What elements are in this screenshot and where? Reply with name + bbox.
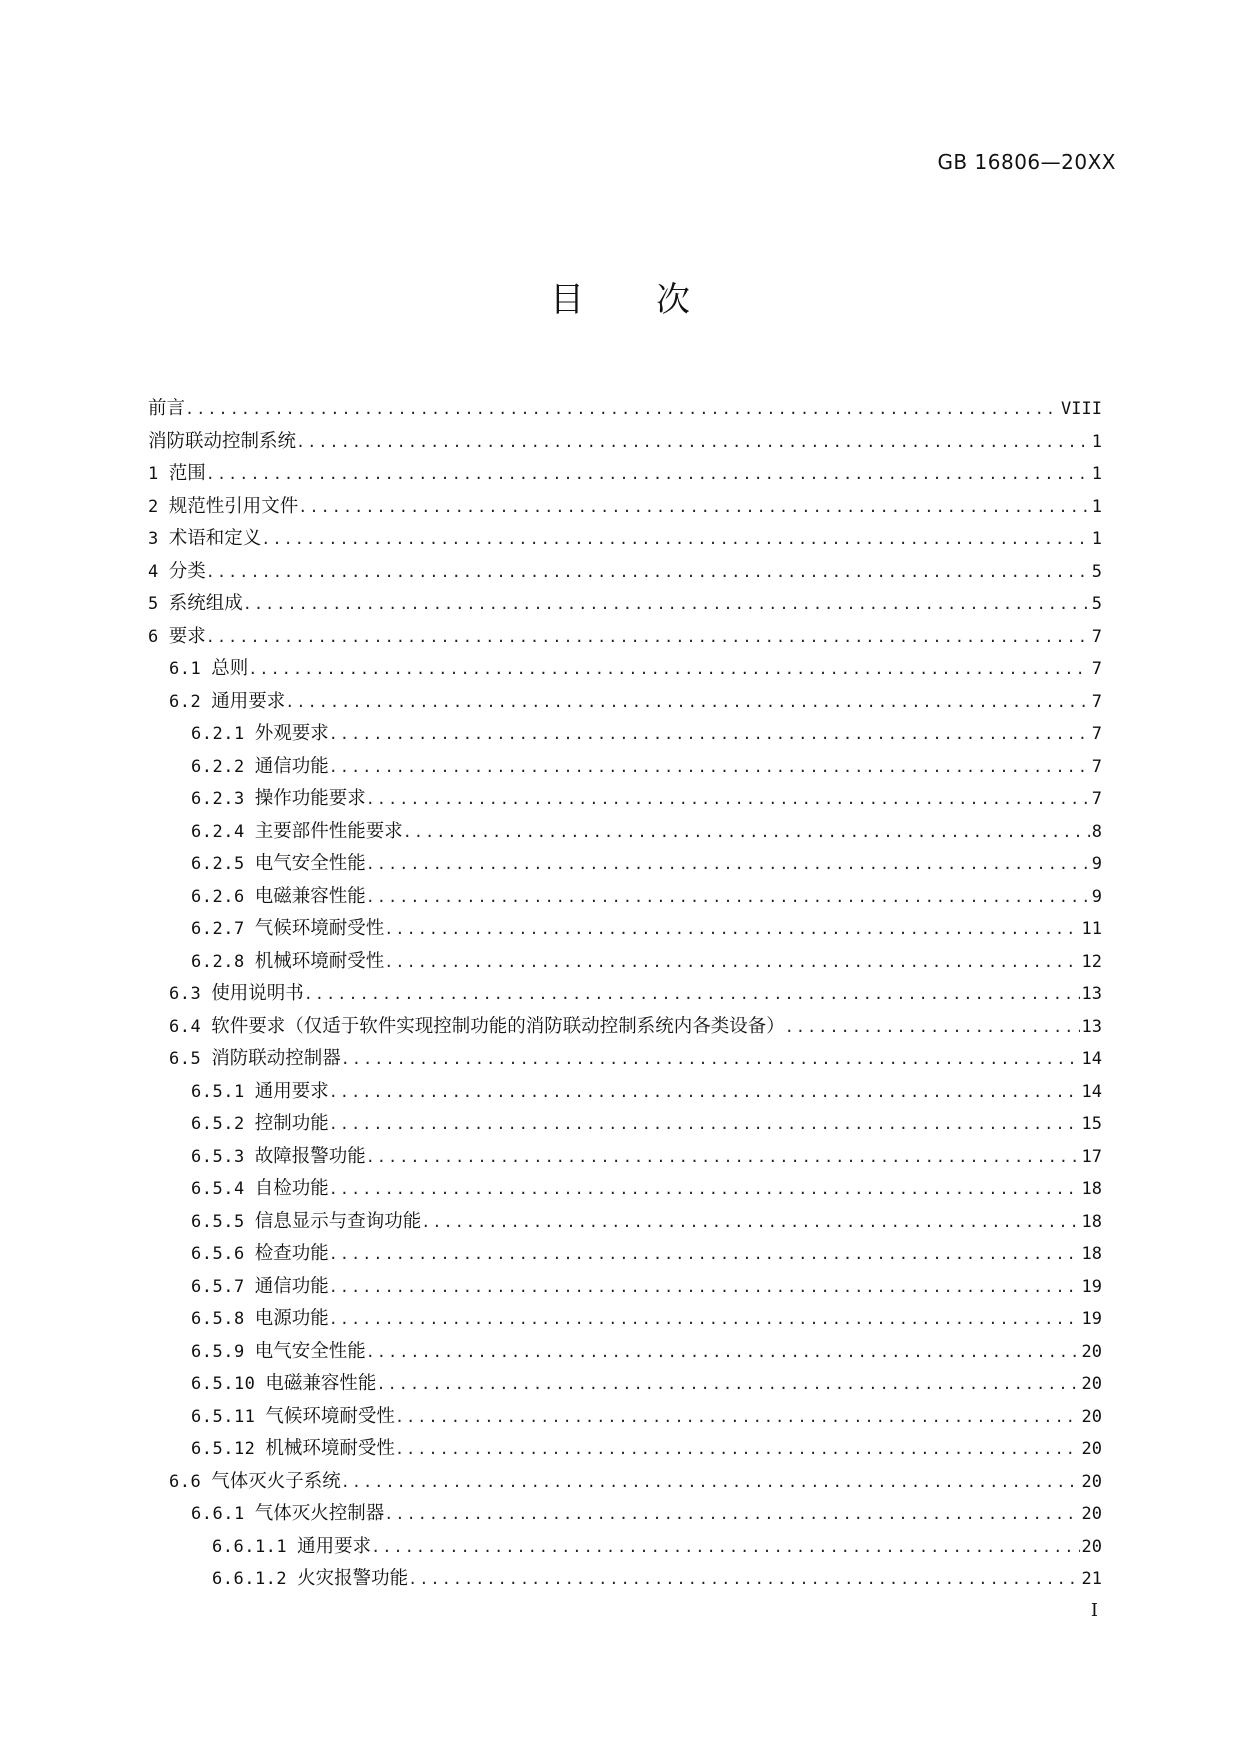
toc-entry-page: 20 <box>1081 1439 1102 1459</box>
toc-entry-number: 6.2.1 <box>191 724 245 744</box>
toc-dot-leader <box>329 1271 1080 1304</box>
toc-list <box>148 393 1102 1596</box>
toc-entry-label: 主要部件性能要求 <box>254 820 403 842</box>
toc-entry-number: 6.2.8 <box>191 951 245 972</box>
toc-dot-leader <box>285 686 1090 719</box>
toc-entry-page: 8 <box>1091 821 1102 842</box>
toc-dot-leader <box>329 1303 1080 1336</box>
page-number: I <box>1090 1600 1098 1621</box>
toc-entry[interactable] <box>148 1076 1102 1109</box>
toc-entry-number: 6.5 <box>169 1049 202 1069</box>
toc-entry[interactable] <box>148 621 1102 654</box>
toc-entry[interactable] <box>148 1303 1102 1336</box>
toc-entry-label: 电磁兼容性能 <box>254 885 366 907</box>
toc-entry[interactable] <box>148 881 1102 914</box>
toc-entry-label: 气体灭火子系统 <box>211 1470 341 1492</box>
toc-entry-page: 13 <box>1081 984 1102 1004</box>
toc-entry-number: 3 <box>148 529 159 549</box>
toc-entry[interactable] <box>148 913 1102 946</box>
toc-entry-number: 6.5.10 <box>191 1374 256 1394</box>
toc-entry[interactable] <box>148 946 1102 979</box>
toc-entry[interactable] <box>148 556 1102 589</box>
toc-entry-label: 气体灭火控制器 <box>254 1503 385 1524</box>
toc-entry-page: 21 <box>1081 1569 1102 1589</box>
toc-entry-page: 20 <box>1081 1341 1102 1362</box>
toc-entry[interactable] <box>148 1368 1102 1401</box>
toc-entry-label: 操作功能要求 <box>254 788 366 809</box>
toc-entry-page: 11 <box>1081 919 1102 939</box>
toc-entry-label: 软件要求（仅适于软件实现控制功能的消防联动控制系统内各类设备） <box>211 1015 785 1037</box>
toc-entry-label: 通信功能 <box>254 1275 329 1297</box>
toc-dot-leader <box>395 1433 1080 1466</box>
toc-dot-leader <box>243 588 1090 621</box>
toc-entry-number: 6.2.7 <box>191 919 245 939</box>
toc-entry-page: 14 <box>1081 1049 1102 1069</box>
toc-entry-label: 机械环境耐受性 <box>254 950 385 972</box>
toc-dot-leader <box>366 783 1090 816</box>
toc-entry[interactable] <box>148 426 1102 459</box>
toc-entry-number: 6.2.5 <box>191 854 245 874</box>
toc-dot-leader <box>329 1173 1080 1206</box>
toc-entry-page: 20 <box>1081 1504 1102 1524</box>
toc-dot-leader <box>185 393 1059 426</box>
toc-title <box>0 280 1240 320</box>
toc-entry-number: 6 <box>148 626 159 647</box>
toc-entry-number: 6.2.4 <box>191 821 245 842</box>
toc-dot-leader <box>395 1401 1080 1434</box>
toc-entry-number: 6.2.2 <box>191 756 245 777</box>
toc-entry-page: 1 <box>1091 496 1102 517</box>
toc-entry-label: 信息显示与查询功能 <box>254 1210 422 1232</box>
toc-entry-number: 6.1 <box>169 659 202 679</box>
toc-entry[interactable] <box>148 1271 1102 1304</box>
toc-entry-page: 7 <box>1091 626 1102 647</box>
toc-entry-number: 6.5.3 <box>191 1146 245 1167</box>
toc-dot-leader <box>206 621 1090 654</box>
toc-entry[interactable] <box>148 1336 1102 1369</box>
toc-entry-page: 18 <box>1081 1211 1102 1232</box>
toc-entry-number: 4 <box>148 561 159 582</box>
toc-entry-page: 1 <box>1091 431 1102 452</box>
toc-entry[interactable] <box>148 1173 1102 1206</box>
toc-entry-number: 6.2.6 <box>191 886 245 907</box>
toc-entry-number: 6.5.7 <box>191 1276 245 1297</box>
toc-entry-label: 自检功能 <box>254 1178 329 1199</box>
toc-entry[interactable] <box>148 751 1102 784</box>
toc-entry-label: 火灾报警功能 <box>297 1568 409 1589</box>
toc-entry-page: 20 <box>1081 1471 1102 1492</box>
toc-entry-label: 系统组成 <box>168 593 243 614</box>
toc-dot-leader <box>261 523 1089 556</box>
toc-entry-page: 5 <box>1091 561 1102 582</box>
toc-entry-label: 通用要求 <box>297 1535 372 1557</box>
toc-dot-leader <box>384 913 1079 946</box>
toc-entry-number: 6.5.6 <box>191 1244 245 1264</box>
toc-entry-label: 通用要求 <box>254 1080 329 1102</box>
toc-dot-leader <box>206 556 1090 589</box>
toc-entry[interactable] <box>148 816 1102 849</box>
toc-entry-page: 9 <box>1091 886 1102 907</box>
toc-dot-leader <box>376 1368 1079 1401</box>
toc-entry-number: 6.5.12 <box>191 1439 256 1459</box>
toc-dot-leader <box>248 653 1090 686</box>
toc-entry-label: 使用说明书 <box>211 983 304 1004</box>
toc-dot-leader <box>366 848 1090 881</box>
toc-entry-number: 6.2.3 <box>191 789 245 809</box>
toc-entry-label: 故障报警功能 <box>254 1145 366 1167</box>
toc-entry-page: 14 <box>1081 1081 1102 1102</box>
toc-dot-leader <box>408 1563 1079 1596</box>
toc-entry-label: 分类 <box>168 560 206 582</box>
toc-entry[interactable] <box>148 458 1102 491</box>
toc-dot-leader <box>403 816 1090 849</box>
toc-entry-number: 6.5.2 <box>191 1114 245 1134</box>
toc-entry[interactable] <box>148 393 1102 426</box>
toc-entry-page: 19 <box>1081 1309 1102 1329</box>
toc-dot-leader <box>296 426 1090 459</box>
standard-code: GB 16806—20XX <box>937 150 1116 174</box>
toc-entry-label: 气候环境耐受性 <box>254 918 385 939</box>
toc-entry-page: VIII <box>1061 399 1102 419</box>
toc-entry-page: 20 <box>1081 1374 1102 1394</box>
toc-entry-label: 术语和定义 <box>168 528 262 549</box>
toc-dot-leader <box>341 1466 1080 1499</box>
toc-dot-leader <box>329 1238 1080 1271</box>
toc-dot-leader <box>371 1531 1079 1564</box>
toc-entry-page: 19 <box>1081 1276 1102 1297</box>
toc-entry-number: 6.6.1 <box>191 1504 245 1524</box>
toc-entry-number: 1 <box>148 464 159 484</box>
toc-entry-label: 消防联动控制器 <box>211 1048 341 1069</box>
toc-dot-leader <box>329 1076 1080 1109</box>
toc-entry-label: 要求 <box>168 625 206 647</box>
toc-entry[interactable] <box>148 783 1102 816</box>
toc-entry-number: 2 <box>148 496 159 517</box>
toc-dot-leader <box>298 491 1089 524</box>
toc-entry-label: 规范性引用文件 <box>168 495 299 517</box>
toc-dot-leader <box>366 1141 1080 1174</box>
toc-entry-number: 6.2 <box>169 691 202 712</box>
toc-entry-number: 6.5.5 <box>191 1211 245 1232</box>
toc-dot-leader <box>785 1011 1080 1044</box>
toc-dot-leader <box>304 978 1080 1011</box>
toc-entry-number: 6.5.1 <box>191 1081 245 1102</box>
toc-entry[interactable] <box>148 1401 1102 1434</box>
toc-entry-label: 电气安全性能 <box>254 853 366 874</box>
toc-entry-page: 7 <box>1091 659 1102 679</box>
toc-dot-leader <box>206 458 1090 491</box>
toc-entry-page: 20 <box>1081 1536 1102 1557</box>
toc-entry-label: 消防联动控制系统 <box>148 430 297 452</box>
toc-entry-label: 控制功能 <box>254 1113 329 1134</box>
toc-title-char-2: 次 <box>656 280 690 320</box>
toc-entry[interactable] <box>148 1238 1102 1271</box>
toc-entry[interactable] <box>148 491 1102 524</box>
toc-entry[interactable] <box>148 1433 1102 1466</box>
toc-entry[interactable] <box>148 718 1102 751</box>
toc-entry[interactable] <box>148 653 1102 686</box>
toc-entry-label: 通信功能 <box>254 755 329 777</box>
toc-entry-page: 13 <box>1081 1016 1102 1037</box>
toc-entry-page: 7 <box>1091 724 1102 744</box>
toc-entry-page: 1 <box>1091 529 1102 549</box>
toc-dot-leader <box>421 1206 1079 1239</box>
toc-entry-page: 7 <box>1091 789 1102 809</box>
toc-entry-label: 电气安全性能 <box>254 1340 366 1362</box>
toc-title-char-1: 目 <box>550 280 584 320</box>
toc-entry-label: 范围 <box>168 463 206 484</box>
toc-entry[interactable] <box>148 848 1102 881</box>
toc-entry-number: 6.5.9 <box>191 1341 245 1362</box>
toc-dot-leader <box>341 1043 1080 1076</box>
toc-entry-page: 7 <box>1091 691 1102 712</box>
toc-entry[interactable] <box>148 1531 1102 1564</box>
toc-entry[interactable] <box>148 978 1102 1011</box>
toc-dot-leader <box>329 1108 1080 1141</box>
toc-entry-label: 检查功能 <box>254 1243 329 1264</box>
toc-entry[interactable] <box>148 588 1102 621</box>
toc-entry[interactable] <box>148 1141 1102 1174</box>
toc-entry-number: 6.6 <box>169 1471 202 1492</box>
toc-entry-number: 6.5.4 <box>191 1179 245 1199</box>
toc-entry-page: 9 <box>1091 854 1102 874</box>
toc-entry-page: 18 <box>1081 1179 1102 1199</box>
toc-entry-page: 18 <box>1081 1244 1102 1264</box>
toc-entry-page: 7 <box>1091 756 1102 777</box>
toc-entry-label: 电源功能 <box>254 1308 329 1329</box>
toc-entry-label: 通用要求 <box>211 690 286 712</box>
toc-entry-number: 6.6.1.2 <box>212 1569 288 1589</box>
toc-entry-label: 前言 <box>148 398 186 419</box>
toc-entry-number: 6.3 <box>169 984 202 1004</box>
toc-entry-page: 15 <box>1081 1114 1102 1134</box>
toc-entry[interactable] <box>148 1108 1102 1141</box>
toc-entry-page: 5 <box>1091 594 1102 614</box>
toc-entry-page: 1 <box>1091 464 1102 484</box>
toc-dot-leader <box>329 718 1090 751</box>
toc-entry-label: 气候环境耐受性 <box>265 1405 395 1427</box>
toc-entry[interactable] <box>148 523 1102 556</box>
toc-entry-label: 电磁兼容性能 <box>265 1373 377 1394</box>
toc-entry-page: 12 <box>1081 951 1102 972</box>
toc-entry[interactable] <box>148 1043 1102 1076</box>
toc-entry-number: 6.5.8 <box>191 1309 245 1329</box>
toc-entry-page: 20 <box>1081 1406 1102 1427</box>
toc-entry-label: 外观要求 <box>254 723 329 744</box>
toc-entry-page: 17 <box>1081 1146 1102 1167</box>
toc-entry[interactable] <box>148 686 1102 719</box>
toc-entry-number: 6.6.1.1 <box>212 1536 288 1557</box>
toc-entry-number: 6.4 <box>169 1016 202 1037</box>
toc-dot-leader <box>384 1498 1079 1531</box>
toc-dot-leader <box>384 946 1079 979</box>
toc-entry[interactable] <box>148 1206 1102 1239</box>
toc-entry-label: 总则 <box>211 658 249 679</box>
toc-dot-leader <box>329 751 1090 784</box>
toc-entry[interactable] <box>148 1498 1102 1531</box>
toc-entry[interactable] <box>148 1466 1102 1499</box>
toc-entry[interactable] <box>148 1563 1102 1596</box>
toc-dot-leader <box>366 881 1090 914</box>
toc-entry-number: 6.5.11 <box>191 1406 256 1427</box>
toc-dot-leader <box>366 1336 1080 1369</box>
toc-entry-number: 5 <box>148 594 159 614</box>
toc-entry-label: 机械环境耐受性 <box>265 1438 395 1459</box>
toc-entry[interactable] <box>148 1011 1102 1044</box>
